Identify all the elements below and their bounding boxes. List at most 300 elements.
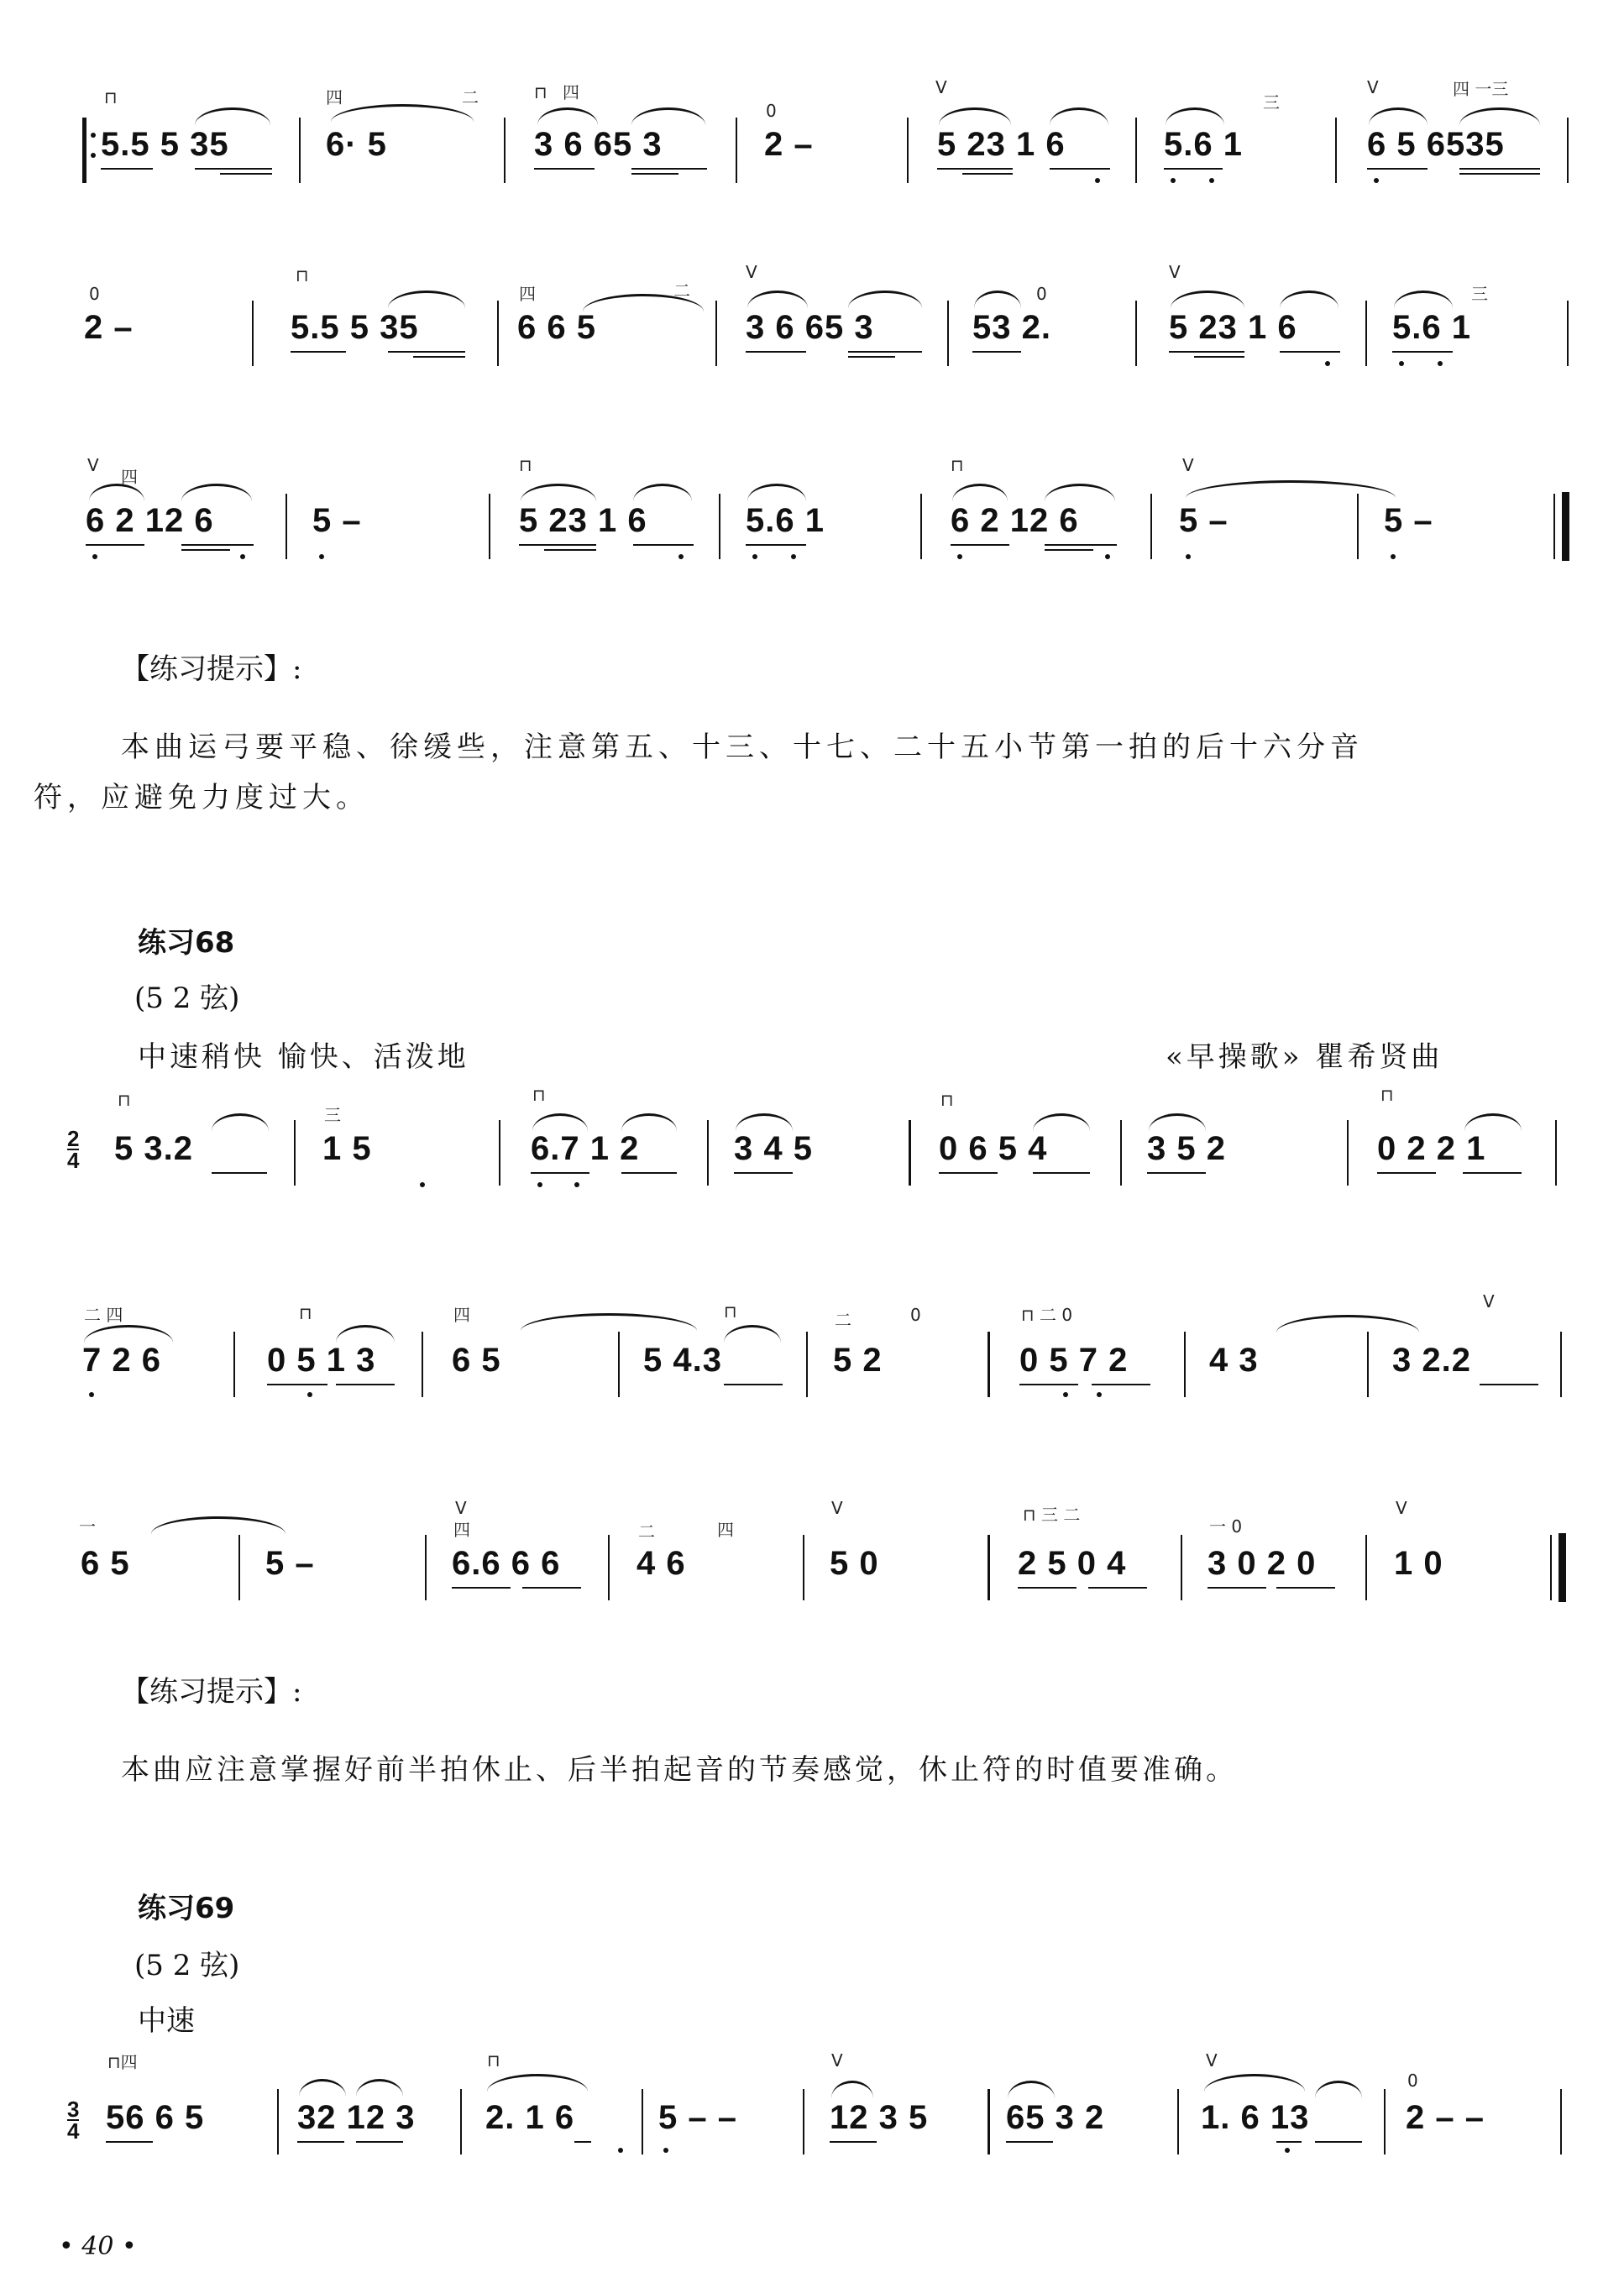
- underline: [951, 544, 1009, 546]
- underline: [1194, 356, 1244, 358]
- bow-mark: ⊓: [296, 265, 309, 285]
- bar-line: [608, 1535, 610, 1600]
- bow-mark: ⊓: [299, 1303, 312, 1323]
- final-bar: [1559, 1533, 1566, 1602]
- bar-line: [1365, 301, 1367, 366]
- measure-2: 32 12 3: [297, 2099, 416, 2136]
- measure-4: 3 6 65 3: [746, 309, 874, 346]
- measure-4: 5 – –: [658, 2099, 737, 2136]
- measure-8: 3 2.2: [1392, 1342, 1471, 1379]
- final-bar: [1562, 492, 1569, 561]
- underline: [388, 351, 465, 353]
- bow-mark: ⊓: [951, 455, 964, 475]
- measure-5: 12 3 5: [830, 2099, 929, 2136]
- bow-mark: ⊓: [724, 1301, 737, 1322]
- bow-mark: ⊓: [487, 2050, 500, 2071]
- staff-ex69-line1: [0, 2049, 1624, 2166]
- slur: [1369, 107, 1428, 125]
- underline: [1147, 1172, 1206, 1174]
- lower-octave-dot: [1285, 2148, 1290, 2153]
- bar-line: [1347, 1120, 1349, 1186]
- bar-line: [1135, 118, 1137, 183]
- string-indication: (5 2 弦): [134, 982, 240, 1015]
- fingering-mark: 四: [453, 1520, 470, 1540]
- bar-line: [1560, 1332, 1562, 1397]
- lower-octave-dot: [1171, 178, 1176, 183]
- fingering-mark: 二: [462, 87, 479, 107]
- underline: [195, 168, 272, 170]
- time-signature: [67, 1126, 80, 1173]
- underline: [633, 544, 694, 546]
- underline: [830, 2141, 877, 2143]
- staff-ex68-line1: [0, 1083, 1624, 1201]
- underline: [631, 173, 678, 175]
- underline: [631, 168, 707, 170]
- bar-line: [1555, 1120, 1557, 1186]
- underline: [106, 2141, 153, 2143]
- staff-ex68-line3: [0, 1495, 1624, 1612]
- slur: [1464, 1113, 1522, 1131]
- measure-6: 65 3 2: [1006, 2099, 1105, 2136]
- bar-line: [422, 1332, 423, 1397]
- source-credit: «早操歌» 瞿希贤曲: [1166, 1040, 1443, 1074]
- bar-line: [499, 1120, 500, 1186]
- bar-line: [909, 1120, 911, 1186]
- fingering-mark: 四: [326, 87, 343, 107]
- underline: [1164, 168, 1223, 170]
- underline: [1392, 351, 1453, 353]
- bar-line: [1553, 494, 1555, 559]
- slur: [747, 484, 806, 501]
- measure-2: 5 –: [312, 502, 362, 539]
- measure-6: 2 5 0 4: [1018, 1545, 1127, 1582]
- slur: [1186, 480, 1396, 498]
- measure-8: 1 0: [1394, 1545, 1443, 1582]
- underline: [1480, 1384, 1538, 1385]
- underline: [734, 1172, 793, 1174]
- underline: [1045, 544, 1117, 546]
- lower-octave-dot: [420, 1182, 425, 1187]
- bar-line: [618, 1332, 620, 1397]
- slur: [521, 484, 596, 501]
- measure-5: 0 6 5 4: [939, 1130, 1048, 1167]
- slur: [1166, 107, 1224, 125]
- time-sig-den: 4: [67, 2118, 80, 2144]
- slur: [299, 2079, 346, 2097]
- bar-line: [1550, 1535, 1552, 1600]
- underline: [1092, 1384, 1150, 1385]
- measure-1: 6 5: [81, 1545, 130, 1582]
- measure-7: 5.6 1: [1392, 309, 1471, 346]
- tips-body: [34, 772, 1495, 823]
- measure-2: 6· 5: [326, 126, 387, 163]
- fingering-mark: 0: [89, 284, 100, 304]
- slur: [1276, 1315, 1419, 1332]
- slur: [212, 1113, 269, 1131]
- slur: [1033, 1113, 1090, 1131]
- bar-line: [1567, 301, 1569, 366]
- lower-octave-dot: [537, 1182, 542, 1187]
- underline: [962, 173, 1013, 175]
- slur: [1045, 484, 1115, 501]
- bar-line: [1184, 1332, 1186, 1397]
- underline: [531, 1172, 589, 1174]
- tips-body-line: 符，应避免力度过大。: [34, 781, 369, 814]
- bow-mark: ⊓: [519, 455, 532, 475]
- lower-octave-dot: [1097, 1392, 1102, 1397]
- tempo-marking: 中速: [138, 2004, 195, 2038]
- fingering-mark: 二 四: [84, 1305, 123, 1325]
- lower-octave-dot: [791, 554, 796, 559]
- measure-5: 5 0: [830, 1545, 879, 1582]
- fingering-mark: 四: [519, 284, 536, 304]
- bow-mark: V: [455, 1498, 467, 1518]
- measure-7: 6 5 6535: [1367, 126, 1505, 163]
- fingering-mark: 四: [453, 1305, 470, 1325]
- time-sig-num: 3: [67, 2097, 80, 2122]
- underline: [848, 356, 895, 358]
- underline: [101, 168, 153, 170]
- tips-body-line: 本曲运弓要平稳、徐缓些，注意第五、十三、十七、二十五小节第一拍的后十六分音: [121, 730, 1364, 764]
- measure-2: 5 –: [265, 1545, 315, 1582]
- bar-line: [252, 301, 254, 366]
- measure-7: 4 3: [1209, 1342, 1259, 1379]
- underline: [267, 1384, 327, 1385]
- fingering-mark: 0: [766, 101, 777, 121]
- lower-octave-dot: [1095, 178, 1100, 183]
- bar-line: [1177, 2089, 1179, 2154]
- underline: [1050, 168, 1110, 170]
- tips-heading: 【练习提示】:: [121, 652, 302, 686]
- underline: [1088, 1587, 1147, 1589]
- underline: [519, 544, 596, 546]
- underline: [937, 168, 1013, 170]
- bar-line: [736, 118, 737, 183]
- bow-mark: V: [1206, 2050, 1218, 2071]
- measure-6: 5 –: [1179, 502, 1228, 539]
- lower-octave-dot: [1374, 178, 1379, 183]
- lower-octave-dot: [663, 2148, 668, 2153]
- underline: [181, 549, 230, 551]
- slur: [736, 1113, 793, 1131]
- tips-body: [121, 722, 1582, 772]
- underline: [86, 544, 144, 546]
- measure-1: 2 –: [84, 309, 134, 346]
- bar-line: [497, 301, 499, 366]
- bow-mark: ⊓: [1380, 1085, 1394, 1105]
- slur: [181, 484, 252, 501]
- measure-5: 6 2 12 6: [951, 502, 1079, 539]
- bar-line: [715, 301, 717, 366]
- bar-line: [707, 1120, 709, 1186]
- measure-3: 6 6 5: [517, 309, 596, 346]
- slur: [1171, 291, 1244, 308]
- bow-mark: V: [1483, 1291, 1495, 1312]
- bow-mark: ⊓: [118, 1090, 131, 1110]
- slur: [831, 2081, 873, 2098]
- underline: [746, 544, 806, 546]
- measure-7: 1. 6 13: [1201, 2099, 1310, 2136]
- lower-octave-dot: [92, 554, 97, 559]
- underline: [724, 1384, 783, 1385]
- lower-octave-dot: [618, 2148, 623, 2153]
- bow-mark: V: [831, 1498, 843, 1518]
- underline: [1033, 1172, 1090, 1174]
- time-sig-num: 2: [67, 1126, 80, 1151]
- underline: [1169, 351, 1244, 353]
- measure-1: 6 2 12 6: [86, 502, 214, 539]
- underline: [291, 351, 346, 353]
- slur: [84, 1325, 173, 1343]
- slur: [631, 107, 705, 125]
- measure-1: 5 3.2: [114, 1130, 193, 1167]
- repeat-start-bar: [82, 118, 86, 183]
- bar-line: [286, 494, 287, 559]
- measure-6: 5.6 1: [1164, 126, 1243, 163]
- measure-6: 0 5 7 2: [1019, 1342, 1129, 1379]
- underline: [1367, 168, 1428, 170]
- slur: [336, 1325, 395, 1343]
- underline: [522, 1587, 581, 1589]
- measure-7: 0 2 2 1: [1377, 1130, 1486, 1167]
- underline: [1463, 1172, 1522, 1174]
- fingering-mark: 二: [638, 1521, 655, 1542]
- underline: [746, 351, 806, 353]
- bar-line: [1384, 2089, 1386, 2154]
- underline: [1315, 2141, 1362, 2143]
- lower-octave-dot: [1391, 554, 1396, 559]
- staff-ex67-line3: [0, 455, 1624, 578]
- underline: [212, 1172, 267, 1174]
- lower-octave-dot: [1186, 554, 1191, 559]
- underline: [621, 1172, 677, 1174]
- slur: [1280, 291, 1338, 308]
- bar-line: [1150, 494, 1152, 559]
- slur: [521, 1313, 697, 1331]
- bar-line: [425, 1535, 427, 1600]
- bow-mark: ⊓: [940, 1090, 954, 1110]
- underline: [1459, 173, 1540, 175]
- underline: [1045, 549, 1093, 551]
- lower-octave-dot: [678, 554, 684, 559]
- bow-mark: ⊓: [532, 1085, 546, 1105]
- underline: [220, 173, 272, 175]
- staff-ex68-line2: [0, 1293, 1624, 1411]
- underline: [1018, 1587, 1077, 1589]
- bar-line: [987, 2089, 990, 2154]
- measure-3: 2. 1 6: [485, 2099, 575, 2136]
- slur: [388, 291, 465, 308]
- bar-line: [987, 1535, 990, 1600]
- lower-octave-dot: [574, 1182, 579, 1187]
- bar-line: [233, 1332, 235, 1397]
- slur: [621, 1113, 677, 1131]
- fingering-mark: 一: [79, 1516, 96, 1537]
- fingering-mark: 四: [717, 1520, 734, 1540]
- underline: [1019, 1384, 1078, 1385]
- bow-mark: ⊓ 二 0: [1021, 1305, 1073, 1325]
- fingering-mark: 四 一三: [1453, 79, 1509, 99]
- exercise-title: 练习69: [138, 1892, 235, 1925]
- bar-line: [1181, 1535, 1182, 1600]
- tips-body-line: 本曲应注意掌握好前半拍休止、后半拍起音的节奏感觉，休止符的时值要准确。: [121, 1753, 1238, 1787]
- underline: [544, 549, 596, 551]
- underline: [356, 2141, 403, 2143]
- bar-line: [803, 2089, 804, 2154]
- tempo-marking: 中速稍快 愉快、活泼地: [138, 1040, 469, 1074]
- bow-mark: V: [935, 77, 947, 97]
- bow-mark: ⊓: [534, 82, 547, 102]
- bow-mark: V: [87, 455, 99, 475]
- lower-octave-dot: [307, 1392, 312, 1397]
- fingering-mark: 二: [835, 1310, 851, 1330]
- measure-4: 2 –: [764, 126, 814, 163]
- measure-5: 5 23 1 6: [937, 126, 1066, 163]
- string-indication: (5 2 弦): [134, 1949, 240, 1982]
- underline: [534, 168, 595, 170]
- measure-4: 3 4 5: [734, 1130, 813, 1167]
- bow-mark: V: [1367, 77, 1379, 97]
- slur: [151, 1516, 286, 1534]
- slur: [747, 291, 808, 308]
- bar-line: [1365, 1535, 1367, 1600]
- underline: [1280, 351, 1340, 353]
- measure-6: 5 23 1 6: [1169, 309, 1297, 346]
- bow-mark: ⊓: [104, 87, 118, 107]
- underline: [181, 544, 254, 546]
- slur: [532, 1113, 588, 1131]
- measure-1: 56 6 5: [106, 2099, 205, 2136]
- fingering-mark: 0: [1407, 2071, 1418, 2091]
- measure-4: 5 4.3: [643, 1342, 722, 1379]
- bar-line: [460, 2089, 462, 2154]
- slur: [1204, 2074, 1305, 2092]
- fingering-mark: 三: [324, 1105, 341, 1125]
- measure-3: 5 23 1 6: [519, 502, 647, 539]
- bow-mark: V: [831, 2050, 843, 2071]
- measure-3: 6.7 1 2: [531, 1130, 640, 1167]
- slur: [1050, 107, 1108, 125]
- slur: [1008, 2081, 1055, 2098]
- slur: [633, 484, 692, 501]
- fingering-mark: 四: [121, 467, 138, 487]
- bar-line: [642, 2089, 643, 2154]
- bar-line: [294, 1120, 296, 1186]
- slur: [1315, 2081, 1362, 2098]
- staff-ex67-line1: [0, 77, 1624, 202]
- slur: [1149, 1113, 1206, 1131]
- fingering-mark: 一 0: [1209, 1516, 1243, 1537]
- bow-mark: V: [1182, 455, 1194, 475]
- page-number: • 40 •: [59, 2232, 137, 2261]
- lower-octave-dot: [89, 1392, 94, 1397]
- underline: [848, 351, 922, 353]
- underline: [413, 356, 465, 358]
- lower-octave-dot: [1105, 554, 1110, 559]
- repeat-dot: [91, 153, 96, 158]
- fingering-mark: 二: [673, 280, 690, 301]
- slur: [939, 107, 1011, 125]
- bow-mark: ⊓四: [107, 2052, 138, 2072]
- measure-1: 7 2 6: [82, 1342, 161, 1379]
- slur: [974, 291, 1021, 308]
- bar-line: [987, 1332, 990, 1397]
- slur: [331, 104, 474, 122]
- lower-octave-dot: [1325, 361, 1330, 366]
- underline: [1208, 1587, 1266, 1589]
- measure-8: 2 – –: [1406, 2099, 1485, 2136]
- bow-mark: V: [1396, 1498, 1407, 1518]
- bar-line: [1367, 1332, 1369, 1397]
- lower-octave-dot: [1063, 1392, 1068, 1397]
- measure-2: 5.5 5 35: [291, 309, 419, 346]
- bar-line: [299, 118, 301, 183]
- measure-1: 5.5 5 35: [101, 126, 229, 163]
- measure-4: 5.6 1: [746, 502, 825, 539]
- measure-2: 0 5 1 3: [267, 1342, 376, 1379]
- slur: [195, 107, 270, 125]
- underline: [1276, 2141, 1302, 2143]
- bar-line: [803, 1535, 804, 1600]
- tips-body: [121, 1745, 1582, 1795]
- underline: [1377, 1172, 1436, 1174]
- fingering-mark: 0: [910, 1305, 921, 1325]
- underline: [972, 351, 1021, 353]
- lower-octave-dot: [1399, 361, 1404, 366]
- bar-line: [907, 118, 909, 183]
- underline: [1459, 168, 1540, 170]
- tips-heading: 【练习提示】:: [121, 1675, 302, 1709]
- time-sig-den: 4: [67, 1148, 80, 1173]
- time-signature: [67, 2097, 80, 2144]
- measure-7: 3 0 2 0: [1208, 1545, 1317, 1582]
- bow-mark: V: [746, 262, 757, 282]
- underline: [297, 2141, 344, 2143]
- measure-6: 3 5 2: [1147, 1130, 1226, 1167]
- slur: [356, 2079, 403, 2097]
- bow-mark: V: [1169, 262, 1181, 282]
- measure-7: 5 –: [1384, 502, 1433, 539]
- slur: [724, 1325, 781, 1343]
- slur: [1394, 291, 1453, 308]
- slur: [537, 107, 598, 125]
- bar-line: [489, 494, 490, 559]
- lower-octave-dot: [752, 554, 757, 559]
- underline: [939, 1172, 998, 1174]
- bar-line: [1560, 2089, 1562, 2154]
- slur: [952, 484, 1008, 501]
- repeat-dot: [91, 133, 96, 138]
- underline: [452, 1587, 511, 1589]
- lower-octave-dot: [240, 554, 245, 559]
- bar-line: [277, 2089, 279, 2154]
- bar-line: [238, 1535, 240, 1600]
- bar-line: [504, 118, 506, 183]
- underline: [1276, 1587, 1335, 1589]
- lower-octave-dot: [319, 554, 324, 559]
- slur: [1459, 107, 1540, 125]
- staff-ex67-line2: [0, 262, 1624, 385]
- measure-5: 53 2.: [972, 309, 1051, 346]
- fingering-mark: 三: [1263, 92, 1280, 113]
- measure-4: 4 6: [637, 1545, 686, 1582]
- slur: [487, 2074, 588, 2092]
- measure-3: 6.6 6 6: [452, 1545, 561, 1582]
- measure-3: 3 6 65 3: [534, 126, 663, 163]
- bar-line: [1135, 301, 1137, 366]
- measure-2: 1 5: [322, 1130, 372, 1167]
- fingering-mark: 三: [1471, 284, 1488, 304]
